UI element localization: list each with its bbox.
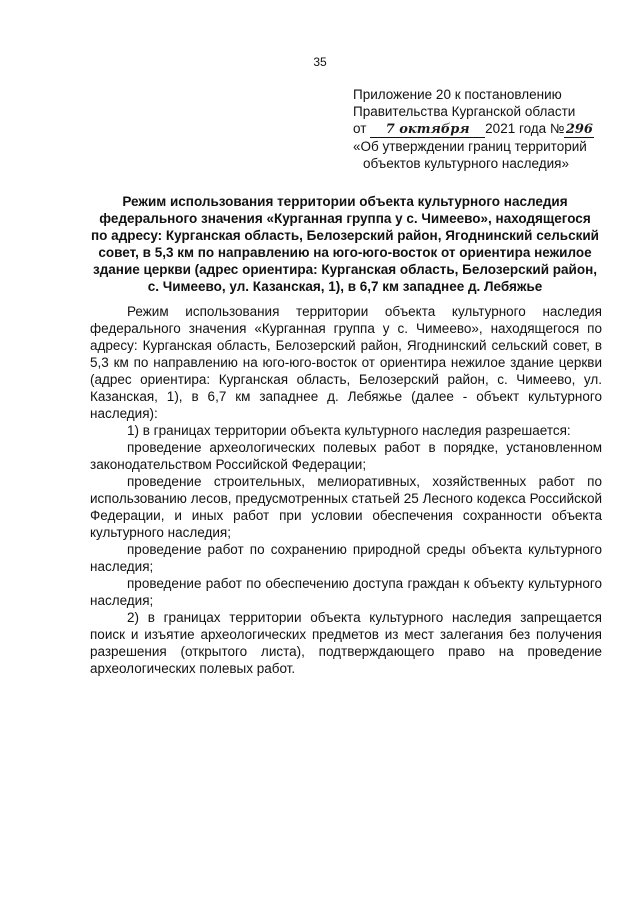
appendix-from-label: от (353, 121, 367, 136)
appendix-line-5: объектов культурного наследия» (363, 156, 569, 171)
appendix-line-4: «Об утверждении границ территорий (353, 139, 587, 154)
page-number: 35 (313, 55, 327, 69)
document-title: Режим использования территории объекта культурного наследия федерального значения «Курганная группа у с. Чимеево», находящегося по адресу: Курганская область, Белозерский район, Ягоднинский сельский совет, в 5,3 км по направлению на юго-юго-восток от ориентира нежилое здание церкви (адрес ориентира: Курганская область, Белозерский район, с. Чимеево, ул. Казанская, 1), в 6,7 км западнее д. Лебяжье (91, 194, 599, 294)
paragraph-allowed-1: проведение археологических полевых работ в порядке, установленном законодательством Российской Федерации; (90, 440, 602, 472)
handwritten-number: 296 (565, 122, 593, 137)
appendix-line-2: Правительства Курганской области (353, 104, 576, 119)
paragraph-prohibited: 2) в границах территории объекта культурного наследия запрещается поиск и изъятие археологических предметов из мест залегания без получения разрешения (открытого листа), подтверждающего право на проведение археологических полевых работ. (90, 610, 602, 676)
paragraph-allowed-2: проведение строительных, мелиоративных, хозяйственных работ по использованию лесов, предусмотренных статьей 25 Лесного кодекса Российской Федерации, и иных работ при условии обеспечения сохранности объекта культурного наследия; (90, 474, 602, 540)
appendix-line-1: Приложение 20 к постановлению (353, 87, 562, 102)
document-body (90, 303, 602, 677)
appendix-header (353, 86, 615, 172)
appendix-date-line (353, 120, 615, 138)
paragraph-allowed-3: проведение работ по сохранению природной среды объекта культурного наследия; (90, 542, 602, 574)
handwritten-date: 7 октября (370, 123, 485, 138)
paragraph-allowed-heading: 1) в границах территории объекта культурного наследия разрешается: (127, 423, 571, 438)
paragraph-intro: Режим использования территории объекта культурного наследия федерального значения «Курганная группа у с. Чимеево», находящегося по адресу: Курганская область, Белозерский район, Ягоднинский сельский совет, в 5,3 км по направлению на юго-юго-восток от ориентира нежилое здание церкви (адрес ориентира: Курганская область, Белозерский район, с. Чимеево, ул. Казанская, 1), в 6,7 км западнее д. Лебяжье (далее - объект культурного наследия): (90, 304, 602, 421)
paragraph-allowed-4: проведение работ по обеспечению доступа граждан к объекту культурного наследия; (90, 576, 602, 608)
appendix-year-text: 2021 года № (485, 121, 565, 136)
